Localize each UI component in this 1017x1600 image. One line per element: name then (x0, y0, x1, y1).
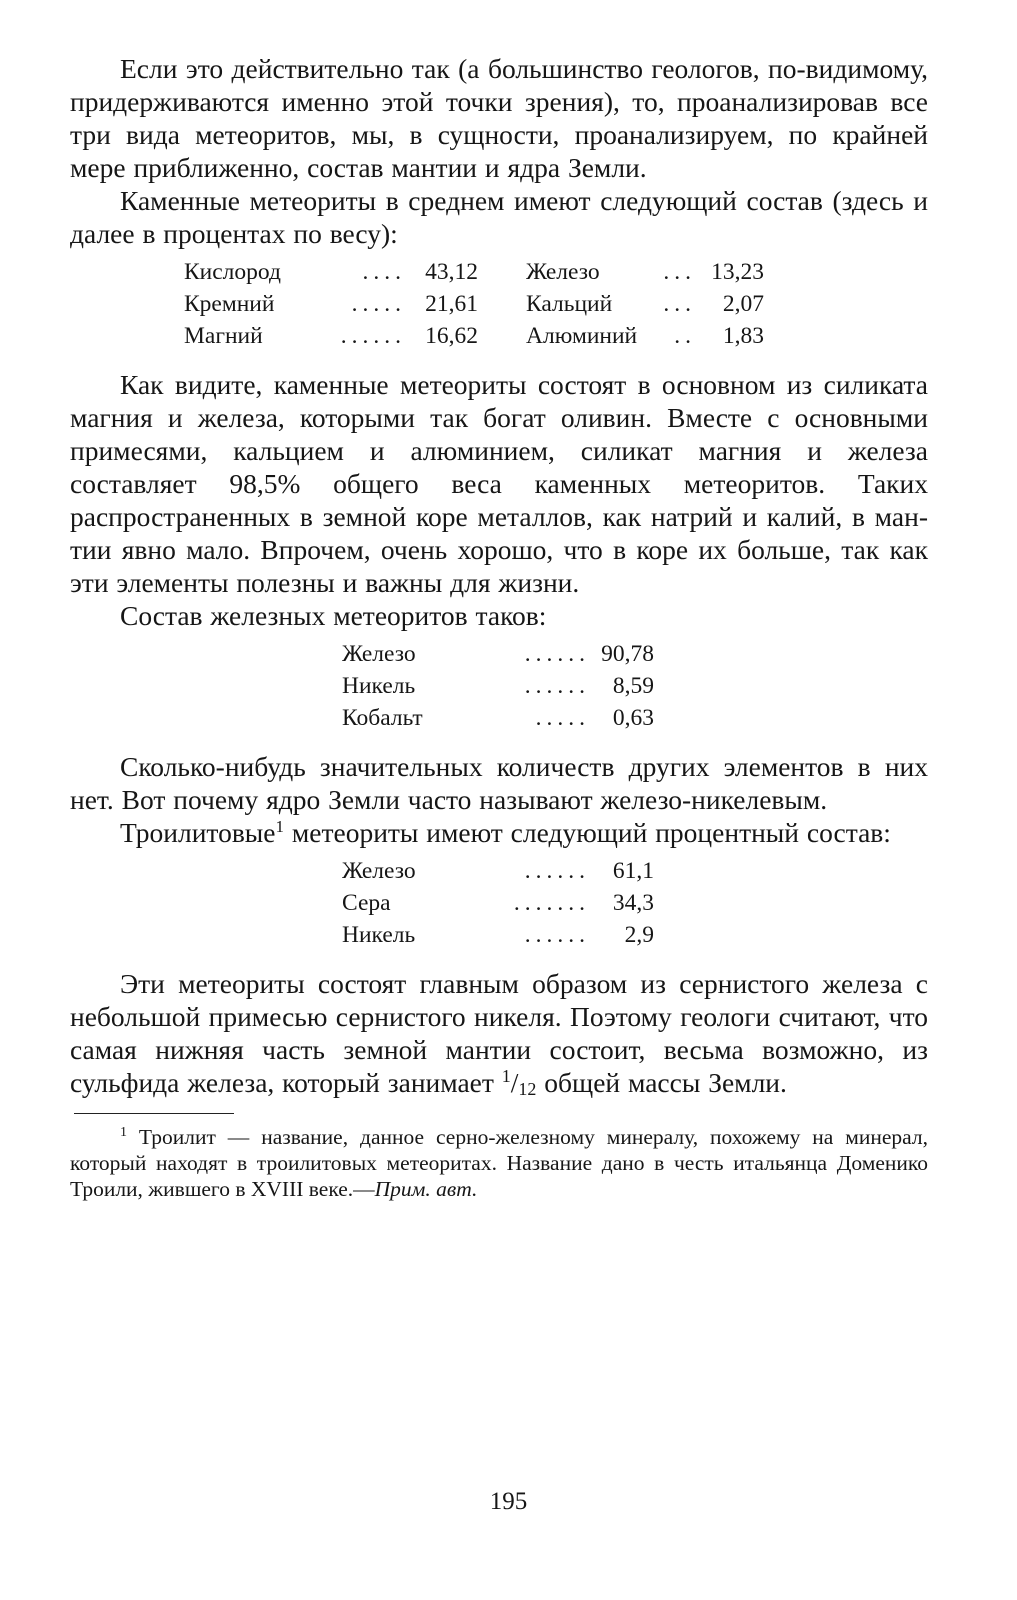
troilite-meteorite-composition-table (342, 855, 654, 951)
table-row (342, 919, 654, 951)
element-percent: 13,23 (711, 259, 764, 285)
element-name: Магний (184, 323, 263, 349)
page-body (70, 52, 928, 1202)
leader-dots: ...... (524, 858, 590, 884)
leader-dots: ...... (524, 673, 590, 699)
table-row (342, 855, 654, 887)
fraction: $^1/_{12}$ (501, 1066, 537, 1099)
paragraph-iron-discussion: Сколько-нибудь значительных количеств других элементов в них нет. Вот почему ядро Земли часто называют железо-никелевым. (70, 751, 928, 815)
element-name: Алюминий (526, 323, 638, 349)
element-name: Кремний (184, 291, 275, 317)
element-percent: 16,62 (425, 323, 478, 349)
footnote-marker: 1 (275, 817, 284, 836)
table-row (184, 256, 764, 288)
element-percent: 43,12 (425, 259, 478, 285)
leader-dots: ... (663, 291, 696, 317)
element-name: Кальций (526, 291, 613, 317)
leader-dots: ...... (524, 922, 590, 948)
leader-dots: ...... (524, 641, 590, 667)
table-row (342, 638, 654, 670)
element-name: Кобальт (342, 705, 423, 731)
element-percent: 61,1 (612, 858, 654, 884)
leader-dots: .... (362, 259, 406, 285)
element-percent: 2,07 (722, 291, 764, 317)
element-percent: 1,83 (722, 323, 764, 349)
footnote-marker: 1 (120, 1125, 127, 1140)
table-row (184, 320, 764, 352)
iron-meteorite-composition-table (342, 638, 654, 734)
element-percent: 0,63 (612, 705, 654, 731)
paragraph-troilite-discussion: Эти метеориты состоят главным образом из сернистого железа с небольшой примесью сернистого никеля. Поэтому геологи считают, что самая нижняя часть земной мантии состоит, весьма возможно, из сульфида железа, который занимает $^1/_{12}$ общей массы Земли. (70, 968, 928, 1099)
table-row (184, 288, 764, 320)
leader-dots: .. (674, 323, 696, 349)
table-row (342, 670, 654, 702)
paragraph-stony-discussion: Как видите, каменные метеориты состоят в основном из силиката магния и железа, которыми так богат оливин. Вместе с основными примесями, кальцием и алюминием, силикат магния и железа составляет 98,5% общего веса каменных метеоритов. Таких распространенных в земной коре металлов, как натрий и калий, в мантии явно мало. Впрочем, очень хорошо, что в коре их больше, так как эти элементы полезны и важны для жизни. (70, 369, 928, 598)
leader-dots: ..... (351, 291, 406, 317)
element-name: Железо (342, 641, 416, 667)
element-name: Никель (342, 922, 416, 948)
element-name: Железо (342, 858, 416, 884)
element-name: Железо (526, 259, 600, 285)
element-percent: 34,3 (612, 890, 654, 916)
element-percent: 2,9 (624, 922, 654, 948)
leader-dots: ....... (513, 890, 590, 916)
footnote-divider (74, 1113, 234, 1114)
paragraph-troilite-intro: Троилитовые$^1$ метеориты имеют следующий процентный состав: (120, 817, 891, 848)
leader-dots: ... (663, 259, 696, 285)
element-name: Сера (342, 890, 391, 916)
table-row (342, 702, 654, 734)
element-name: Кислород (184, 259, 281, 285)
paragraph-iron-intro: Состав железных метеоритов таков: (120, 600, 547, 631)
stony-meteorite-composition-table (184, 256, 764, 352)
footnote-author-note: Прим. авт. (374, 1177, 478, 1201)
footnote (70, 1124, 928, 1202)
leader-dots: ...... (340, 323, 406, 349)
page-number: 195 (489, 1488, 528, 1515)
paragraph-intro: Если это действительно так (а большинство геологов, по-видимому, придерживаются именно этой точки зрения), то, проанализировав все три вида метеоритов, мы, в сущности, проанализируем, по крайней мере приближенно, состав мантии и ядра Земли. (70, 53, 928, 183)
element-percent: 90,78 (601, 641, 654, 667)
element-percent: 8,59 (612, 673, 654, 699)
paragraph-stony-intro: Каменные метеориты в среднем имеют следующий состав (здесь и далее в процентах по весу): (70, 185, 928, 249)
leader-dots: ..... (535, 705, 590, 731)
table-row (342, 887, 654, 919)
element-name: Никель (342, 673, 416, 699)
footnote-text: Троилит — название, данное серно-железному минералу, похожему на минерал, который находят в троилитовых метеоритах. Название дано в честь итальянца Доменико Троили, жившего в XVIII веке.— (70, 1125, 928, 1201)
element-percent: 21,61 (425, 291, 478, 317)
